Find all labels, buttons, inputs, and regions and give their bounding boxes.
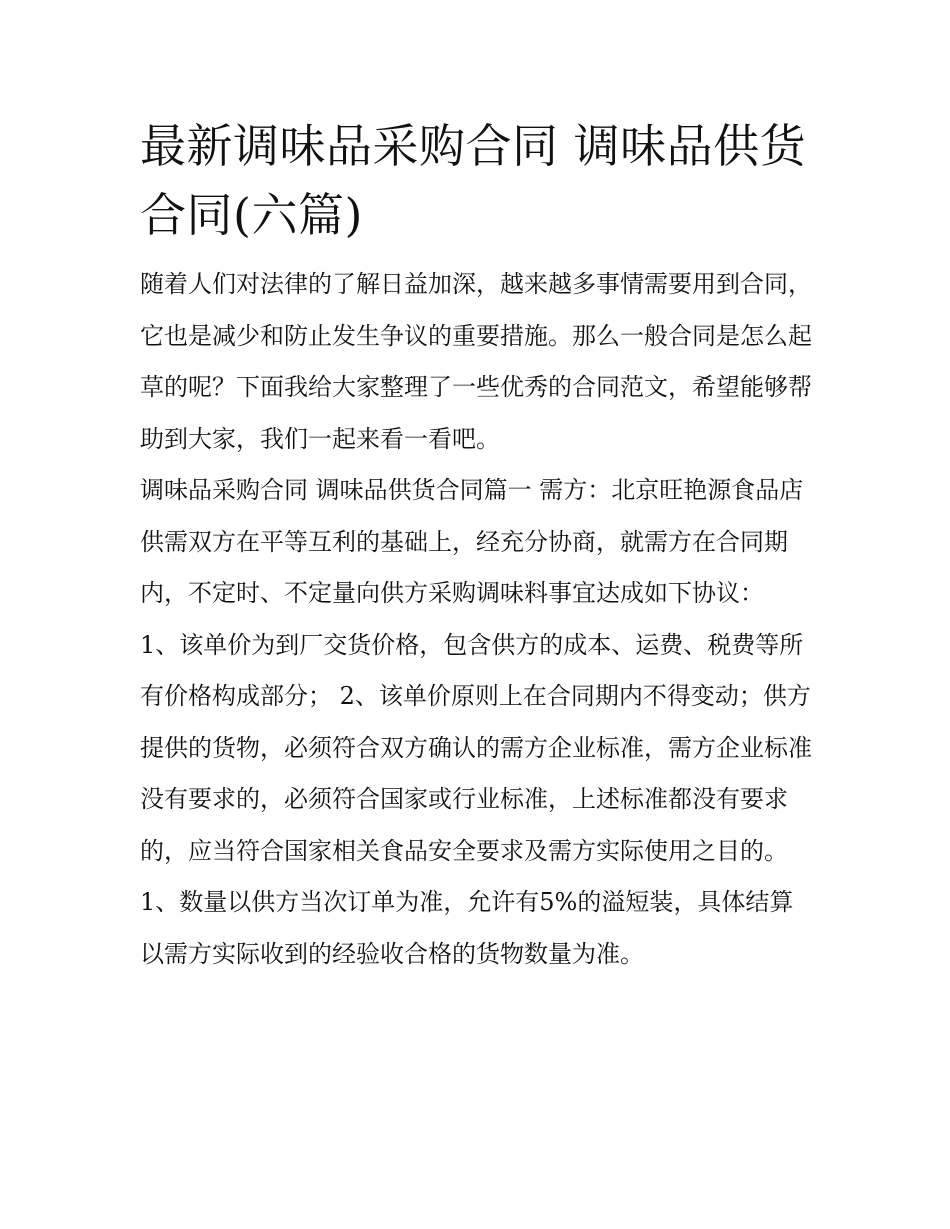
paragraph-section-heading: 调味品采购合同 调味品供货合同篇一 需方：北京旺艳源食品店	[140, 476, 804, 504]
paragraph-price-terms: 1、该单价为到厂交货价格，包含供方的成本、运费、税费等所有价格构成部分； 2、该单价原则上在合同期内不得变动；供方提供的货物，必须符合双方确认的需方企业标准，需方企业标准没有要求的，必须符合国家或行业标准，上述标准都没有要求的，应当符合国家相关食品安全要求及需方实际使用之目的。	[140, 630, 812, 865]
paragraph-quantity-terms: 1、数量以供方当次订单为准，允许有5%的溢短装，具体结算以需方实际收到的经验收合格的货物数量为准。	[140, 888, 794, 968]
document-body	[140, 259, 812, 980]
paragraph-intro: 随着人们对法律的了解日益加深，越来越多事情需要用到合同，它也是减少和防止发生争议的重要措施。那么一般合同是怎么起草的呢？下面我给大家整理了一些优秀的合同范文，希望能够帮助到大家，我们一起来看一看吧。	[140, 270, 812, 453]
document-title: 最新调味品采购合同 调味品供货合同(六篇)	[140, 119, 807, 242]
document-page	[140, 112, 812, 980]
paragraph-agreement: 供需双方在平等互利的基础上，经充分协商，就需方在合同期内，不定时、不定量向供方采购调味料事宜达成如下协议：	[140, 527, 788, 607]
